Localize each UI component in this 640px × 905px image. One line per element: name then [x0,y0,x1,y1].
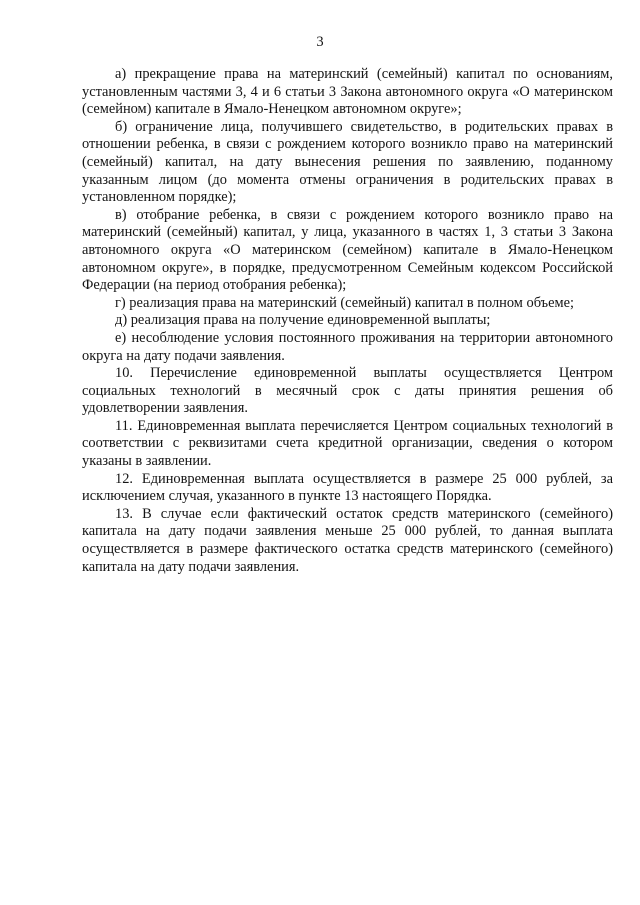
document-body [82,66,613,576]
clause-13-remaining-balance: 13. В случае если фактический остаток средств материнского (семейного) капитала на дату подачи заявления меньше 25 000 рублей, то данная выплата осуществляется в размере фактического остатка средств материнского (семейного) капитала на дату подачи заявления. [82,505,613,575]
clause-10-payment-transfer: 10. Перечисление единовременной выплаты осуществляется Центром социальных технологий в месячный срок с даты принятия решения об удовлетворении заявления. [82,365,613,417]
clause-12-payment-amount: 12. Единовременная выплата осуществляется в размере 25 000 рублей, за исключением случая, указанного в пункте 13 настоящего Порядка. [82,470,613,505]
paragraph-d-full-realization-of-capital: г) реализация права на материнский (семейный) капитал в полном объеме; [115,294,574,311]
paragraph-a-termination-of-right: а) прекращение права на материнский (семейный) капитал по основаниям, установленным частями 3, 4 и 6 статьи 3 Закона автономного округа «О материнском (семейном) капитале в Ямало-Ненецком автономном округе»; [82,66,613,118]
paragraph-e-lump-sum-realized: д) реализация права на получение единовременной выплаты; [115,312,491,329]
paragraph-b-restriction-of-parental-rights: б) ограничение лица, получившего свидетельство, в родительских правах в отношении ребенка, в связи с рождением которого возникло право на материнский (семейный) капитал, на дату вынесения решения по заявлению, поданному указанным лицом (до момента отмены ограничения в родительских правах в установленном порядке); [82,118,613,206]
paragraph-f-residence-condition: е) несоблюдение условия постоянного проживания на территории автономного округа на дату подачи заявления. [82,329,613,364]
page-number: 3 [316,34,324,50]
clause-11-payment-requisites: 11. Единовременная выплата перечисляется Центром социальных технологий в соответствии с реквизитами счета кредитной организации, сведения о котором указаны в заявлении. [82,417,613,470]
paragraph-c-removal-of-child: в) отобрание ребенка, в связи с рождением которого возникло право на материнский (семейный) капитал, у лица, указанного в частях 1, 3 статьи 3 Закона автономного округа «О материнском (семейном) капитале в Ямало-Ненецком автономном округе», в порядке, предусмотренном Семейным кодексом Российской Федерации (на период отобрания ребенка); [82,206,613,294]
